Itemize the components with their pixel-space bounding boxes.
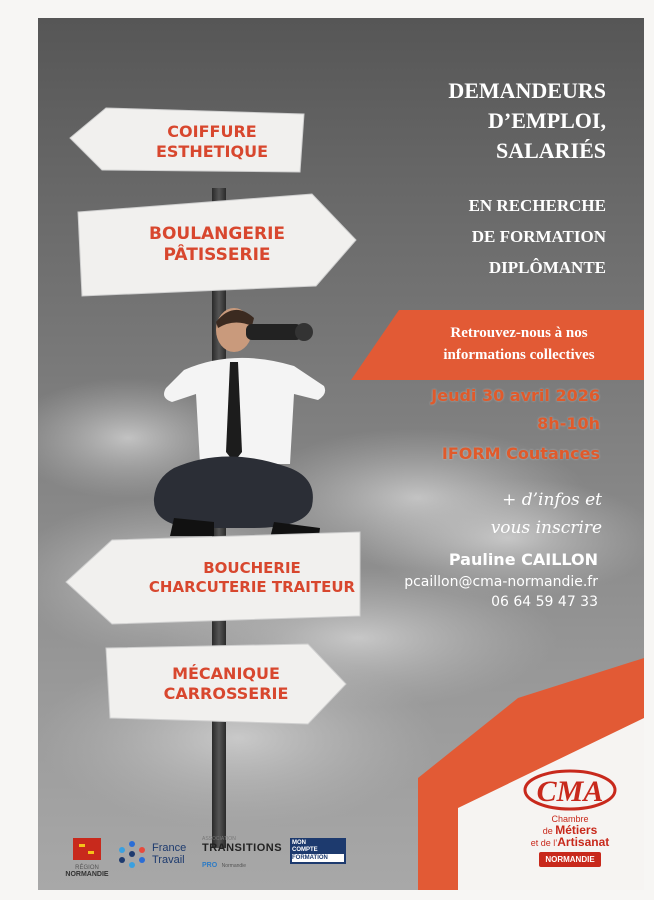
subtitle-line-3: DIPLÔMANTE (488, 258, 606, 277)
sign-mecanique-line1: MÉCANIQUE (172, 664, 280, 683)
main-title (346, 76, 606, 166)
event-time: 8h-10h (537, 414, 600, 433)
contact-name: Pauline CAILLON (448, 550, 598, 569)
mcf-line1: MON (292, 840, 306, 846)
mcf-line3: FORMATION (292, 854, 344, 862)
sign-boulangerie-line2: PÂTISSERIE (163, 245, 271, 265)
cma-region-badge: NORMANDIE (539, 852, 600, 867)
france-travail-line1: France (152, 842, 187, 854)
sign-coiffure-line2: ESTHETIQUE (155, 142, 269, 161)
mon-compte-formation-logo (290, 838, 346, 864)
region-line2: NORMANDIE (65, 871, 109, 878)
region-line1: RÉGION (75, 865, 99, 871)
sign-coiffure (68, 104, 308, 180)
transitions-region: Normandie (221, 863, 247, 869)
sign-coiffure-line1: COIFFURE (167, 122, 257, 141)
transitions-pro-logo (202, 836, 283, 872)
sign-boulangerie (76, 192, 358, 298)
infos-line-2: vous inscrire (490, 518, 602, 538)
sign-boucherie-line1: BOUCHERIE (203, 559, 301, 578)
region-normandie-logo (62, 838, 112, 878)
man-with-binoculars-illustration (124, 300, 334, 560)
cma-line2-prefix: de (542, 826, 553, 836)
france-travail-dots-icon (116, 838, 148, 870)
more-info-text (402, 486, 602, 542)
cma-line2-big: Métiers (555, 823, 598, 837)
transitions-main: TRANSITIONS (202, 842, 283, 854)
banner-line-2: informations collectives (443, 347, 595, 363)
normandy-lions-icon (73, 838, 101, 860)
contact-phone[interactable]: 06 64 59 47 33 (491, 594, 598, 610)
flyer-poster (38, 18, 644, 890)
subtitle-line-1: EN RECHERCHE (468, 196, 606, 215)
transitions-pro: PRO (202, 862, 218, 869)
cma-line3-prefix: et de l’ (530, 838, 558, 848)
infos-line-1: + d’infos et (502, 490, 602, 510)
contact-email[interactable]: pcaillon@cma-normandie.fr (404, 574, 598, 590)
cma-logo (522, 768, 618, 812)
event-date: Jeudi 30 avril 2026 (431, 386, 600, 405)
title-line-2: D’EMPLOI, (488, 108, 606, 133)
info-banner (351, 310, 644, 380)
sign-boucherie (64, 530, 364, 626)
mcf-line2: COMPTE (292, 847, 318, 853)
sign-mecanique (104, 642, 348, 726)
sign-boulangerie-line1: BOULANGERIE (148, 223, 286, 244)
france-travail-line2: Travail (152, 854, 185, 866)
title-line-1: DEMANDEURS (448, 78, 606, 103)
cma-logo-block (500, 768, 640, 867)
sign-boucherie-line2: CHARCUTERIE TRAITEUR (148, 578, 356, 596)
title-line-3: SALARIÉS (495, 138, 606, 163)
subtitle-line-2: DE FORMATION (471, 227, 606, 246)
partner-logos (38, 828, 378, 888)
event-place: IFORM Coutances (441, 444, 600, 463)
banner-line-1: Retrouvez-nous à nos (450, 325, 588, 341)
transitions-top: ASSOCIATION (202, 836, 236, 842)
cma-line3-big: Artisanat (557, 835, 610, 849)
sign-mecanique-line2: CARROSSERIE (163, 684, 289, 703)
cma-logo-text: CMA (536, 775, 604, 808)
subtitle (346, 190, 606, 283)
cma-line1: Chambre (551, 814, 589, 824)
